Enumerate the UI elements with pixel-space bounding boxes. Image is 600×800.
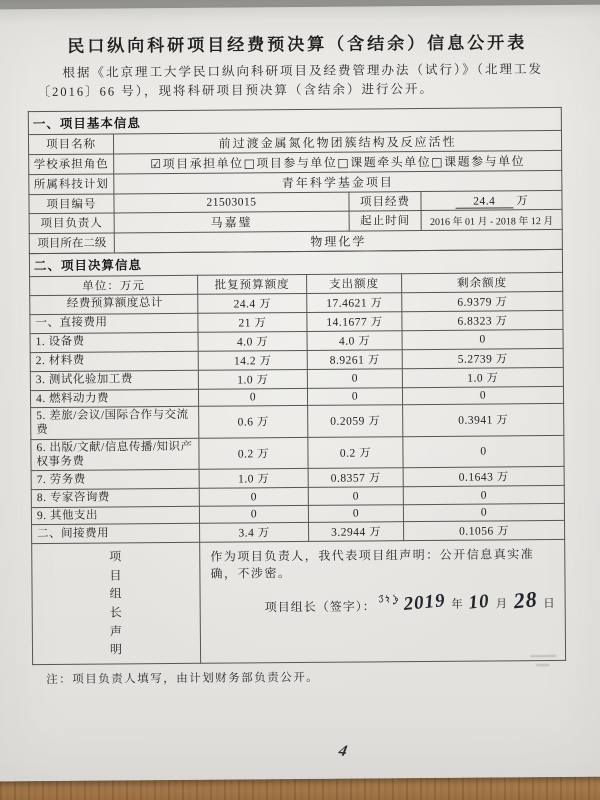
cell-remain: 0	[402, 386, 563, 405]
cell-remain: 0.1643 万	[403, 467, 564, 487]
row-label: 经费预算额度总计	[30, 294, 198, 314]
month-suffix: 月	[495, 598, 508, 611]
scanned-form-paper	[0, 5, 600, 782]
day-suffix: 日	[543, 598, 555, 611]
col-header-budget: 批复预算额度	[198, 274, 307, 294]
cell-budget: 1.0 万	[198, 369, 307, 389]
cell-budget: 24.4 万	[198, 293, 307, 313]
date-year: 2019	[402, 590, 447, 616]
cell-spent: 0	[308, 487, 403, 505]
cell-remain: 1.0 万	[402, 367, 563, 387]
cell-remain: 0.3941 万	[403, 403, 564, 436]
handwritten-signature	[377, 576, 403, 622]
row-label: 9. 其他支出	[31, 506, 199, 525]
date-day: 28	[511, 586, 539, 614]
cell-remain: 0.1056 万	[404, 521, 565, 541]
cell-spent: 14.1677 万	[307, 311, 402, 331]
signature-field-label: 项目组长（签字）：	[264, 599, 376, 615]
cell-spent: 8.9261 万	[307, 349, 402, 369]
funding-unit: 万	[516, 194, 528, 207]
date-month: 10	[467, 590, 491, 614]
cell-budget: 0.2 万	[199, 437, 308, 470]
form-title: 民口纵向科研项目经费预决算（含结余）信息公开表	[67, 33, 528, 56]
row-label: 二、间接费用	[32, 523, 200, 543]
project-funding-label: 项目经费	[349, 191, 421, 211]
table-row	[31, 403, 564, 439]
funding-amount: 24.4	[455, 195, 513, 208]
row-label: 5. 差旅/会议/国际合作与交流费	[31, 406, 199, 439]
cell-remain: 6.9379 万	[402, 291, 563, 311]
cell-remain: 5.2739 万	[402, 348, 563, 368]
row-label: 4. 燃料动力费	[30, 389, 198, 408]
cell-budget: 21 万	[198, 312, 307, 332]
cell-spent: 3.2944 万	[309, 522, 404, 542]
cell-spent: 0.8357 万	[308, 468, 403, 488]
row-label: 3. 测试化验加工费	[30, 370, 198, 390]
project-code-label: 项目编号	[29, 193, 114, 213]
period-value: 2016 年 01 月 - 2018 年 12 月	[421, 209, 562, 230]
col-header-spent: 支出额度	[307, 273, 402, 293]
project-leader-value: 马嘉璧	[114, 211, 349, 233]
row-label: 2. 材料费	[30, 351, 198, 371]
project-code-value: 21503015	[114, 192, 349, 213]
cell-budget: 3.4 万	[200, 523, 309, 543]
col-header-remain: 剩余额度	[402, 272, 563, 292]
table-row	[31, 435, 564, 471]
declaration-side-label-cell	[32, 542, 201, 664]
cell-remain: 6.8323 万	[402, 310, 563, 330]
faint-pencil-mark	[536, 664, 549, 666]
cell-spent: 4.0 万	[307, 330, 402, 350]
budget-settlement-table	[29, 248, 566, 664]
cell-spent: 0	[308, 504, 403, 522]
section-title-decision: 二、项目决算信息	[29, 249, 562, 276]
cell-spent: 0.2 万	[308, 436, 403, 468]
section-title-basic: 一、项目基本信息	[28, 107, 561, 134]
period-label: 起止时间	[349, 210, 421, 231]
handwritten-date	[403, 587, 557, 614]
program-value: 青年科学基金项目	[114, 170, 562, 194]
cell-remain: 0	[402, 329, 563, 349]
row-label: 一、直接费用	[30, 313, 198, 333]
department-label: 项目所在二级	[29, 232, 114, 253]
declaration-body-cell	[200, 540, 566, 663]
cell-remain: 0	[403, 486, 564, 505]
cell-spent: 0	[307, 368, 402, 388]
project-name-value: 前过渡金属氮化物团簇结构及反应活性	[113, 130, 561, 154]
row-label: 7. 劳务费	[31, 470, 199, 490]
footnote: 注：项目负责人填写，由计划财务部负责公开。	[46, 671, 320, 686]
school-role-label: 学校承担角色	[29, 153, 114, 174]
cell-budget: 14.2 万	[198, 350, 307, 370]
project-funding-value	[421, 190, 562, 210]
cell-spent: 0.2059 万	[308, 405, 403, 437]
school-role-checkboxes: ☑项目承担单位□项目参与单位□课题牵头单位□课题参与单位	[114, 150, 562, 174]
basic-info-table	[28, 106, 563, 253]
row-label: 1. 设备费	[30, 332, 198, 352]
project-name-label: 项目名称	[28, 133, 113, 154]
cell-remain: 0	[403, 503, 564, 522]
project-leader-label: 项目负责人	[29, 212, 114, 233]
cell-remain: 0	[403, 435, 564, 468]
cell-spent: 17.4621 万	[307, 292, 402, 312]
intro-paragraph: 根据《北京理工大学民口纵向科研项目及经费管理办法（试行）》（北理工发〔2016〕66 号），现将科研项目预决算（含结余）进行公开。	[37, 62, 544, 99]
row-label: 8. 专家咨询费	[31, 489, 199, 508]
cell-budget: 0	[199, 505, 308, 523]
faint-pencil-mark	[530, 655, 556, 657]
handwritten-page-number: 4	[337, 742, 349, 760]
row-label: 6. 出版/文献/信息传播/知识产权事务费	[31, 438, 199, 471]
cell-spent: 0	[307, 387, 402, 405]
department-value: 物理化学	[114, 229, 562, 253]
declaration-row	[32, 540, 566, 665]
year-suffix: 年	[451, 598, 463, 611]
declaration-statement: 作为项目负责人，我代表项目组声明：公开信息真实准确，不涉密。	[210, 547, 535, 581]
cell-budget: 1.0 万	[199, 469, 308, 489]
declaration-side-label: 项目组长声明	[109, 549, 124, 657]
cell-budget: 0	[198, 388, 307, 406]
cell-budget: 0	[199, 488, 308, 506]
cell-budget: 4.0 万	[198, 331, 307, 351]
cell-budget: 0.6 万	[199, 405, 308, 438]
program-label: 所属科技计划	[29, 173, 114, 194]
col-header-unit: 单位：万元	[30, 275, 198, 295]
